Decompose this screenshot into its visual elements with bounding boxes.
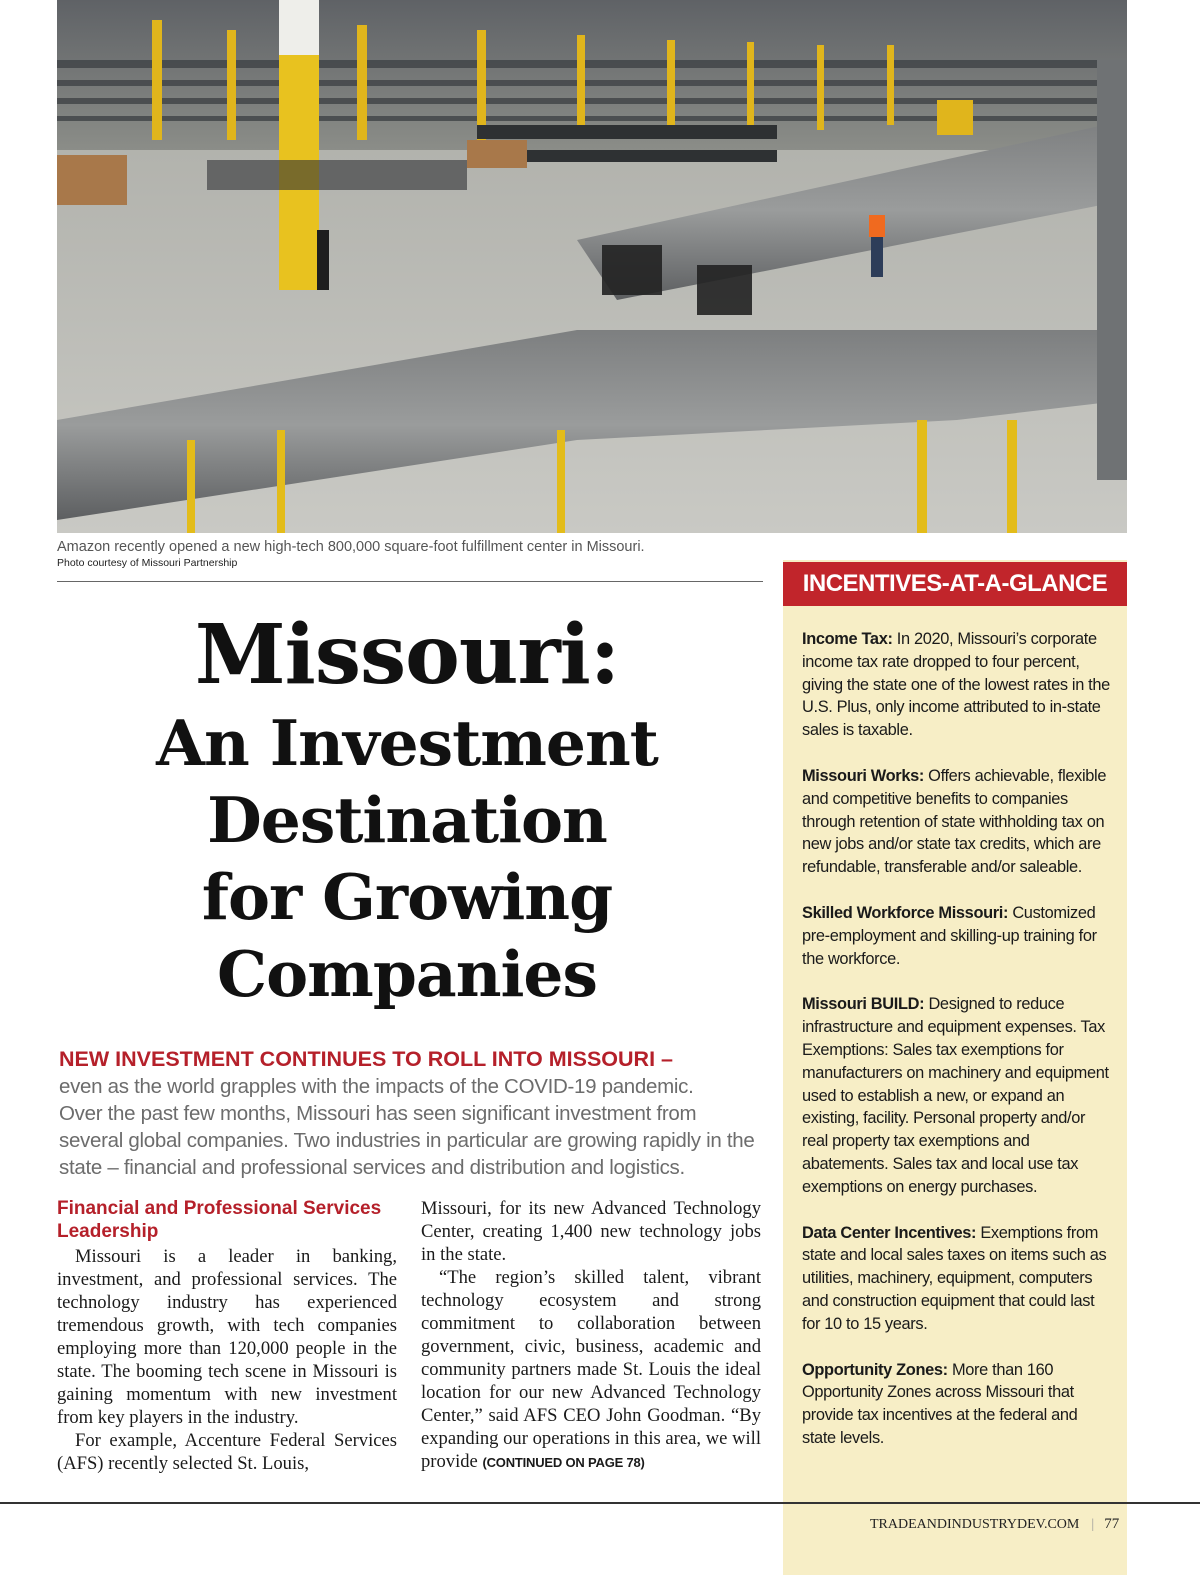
- body-paragraph: Missouri is a leader in banking, investment, and professional services. The technology industry has experienced tremendous growth, with tech companies employing more than 120,000 people in the state. The booming tech scene in Missouri is gaining momentum with new investment from key players in the industry.: [57, 1246, 397, 1428]
- incentive-item: [802, 993, 1112, 1198]
- caption-divider: [57, 581, 763, 582]
- headline-line-5: Companies: [217, 937, 597, 1011]
- article-deck: [59, 1045, 764, 1181]
- incentive-item: [802, 1359, 1112, 1450]
- headline-line-1: Missouri:: [194, 607, 620, 703]
- incentive-item: [802, 628, 1112, 742]
- photo-credit: Photo courtesy of Missouri Partnership: [57, 557, 238, 569]
- warehouse-photo: [57, 0, 1127, 533]
- incentive-item: [802, 1222, 1112, 1336]
- article-headline: [57, 605, 757, 1013]
- deck-subtitle: even as the world grapples with the impacts of the COVID-19 pandemic.: [59, 1075, 694, 1098]
- body-column-2: [421, 1197, 761, 1474]
- incentive-item: [802, 765, 1112, 879]
- caption-text: Amazon recently opened a new high-tech 800,000 square-foot fulfillment center in Missouri.: [57, 539, 645, 555]
- incentives-list: [802, 628, 1112, 1473]
- deck-summary: Over the past few months, Missouri has seen significant investment from several global companies. Two industries in particular are growing rapidly in the state – financial and professional services and distribution and logistics.: [59, 1102, 755, 1179]
- footer-site-link[interactable]: TRADEANDINDUSTRYDEV.COM: [870, 1517, 1080, 1532]
- continued-on-page-link[interactable]: (CONTINUED ON PAGE 78): [482, 1455, 645, 1470]
- incentive-label: Opportunity Zones:: [802, 1360, 948, 1379]
- incentive-text: Customized pre-employment and skilling-up training for the workforce.: [802, 903, 1097, 968]
- incentive-label: Skilled Workforce Missouri:: [802, 903, 1009, 922]
- footer-separator: |: [1091, 1517, 1095, 1532]
- section-heading: Financial and Professional Services Leadership: [57, 1198, 382, 1242]
- body-paragraph: Missouri, for its new Advanced Technology Center, creating 1,400 new technology jobs in the state.: [421, 1198, 761, 1265]
- body-paragraph: [421, 1266, 761, 1474]
- warehouse-illustration: [57, 0, 1127, 533]
- incentive-text: Exemptions from state and local sales taxes on items such as utilities, machinery, equipment, computers and construction equipment that could last for 10 to 15 years.: [802, 1223, 1107, 1333]
- incentive-text: Designed to reduce infrastructure and equipment expenses. Tax Exemptions: Sales tax exemptions for manufacturers on machinery and equipment used to establish a new, or expand an existing, facility. Personal property and/or real property tax exemptions and abatements. Sales tax and local use tax exemptions on energy purchases.: [802, 995, 1109, 1196]
- headline-line-3: Destination: [207, 783, 607, 857]
- photo-caption: [57, 539, 757, 570]
- body-paragraph: For example, Accenture Federal Services (AFS) recently selected St. Louis,: [57, 1430, 397, 1474]
- incentive-label: Missouri BUILD:: [802, 995, 925, 1014]
- incentive-label: Income Tax:: [802, 630, 893, 648]
- incentive-text: More than 160 Opportunity Zones across Missouri that provide tax incentives at the federal and state levels.: [802, 1360, 1078, 1447]
- page-footer: [870, 1516, 1119, 1533]
- body-column-1: [57, 1197, 397, 1475]
- incentive-label: Data Center Incentives:: [802, 1223, 977, 1242]
- body-paragraph-text: “The region’s skilled talent, vibrant technology ecosystem and strong commitment to collaboration between government, civic, business, academic and community partners made St. Louis the ideal location for our new Advanced Technology Center,” said AFS CEO John Goodman. “By expanding our operations in this area, we will provide: [421, 1267, 761, 1472]
- incentive-label: Missouri Works:: [802, 766, 924, 785]
- incentive-text: Offers achievable, flexible and competitive benefits to companies through retention of state withholding tax on new jobs and/or state tax credits, which are refundable, transferable and/or saleable.: [802, 766, 1107, 877]
- incentives-sidebar: [783, 560, 1127, 1575]
- page-number: 77: [1104, 1516, 1120, 1532]
- incentive-item: [802, 902, 1112, 970]
- sidebar-banner: INCENTIVES-AT-A-GLANCE: [783, 562, 1127, 606]
- incentive-text: In 2020, Missouri’s corporate income tax rate dropped to four percent, giving the state one of the lowest rates in the U.S. Plus, only income attributed to in-state sales is taxable.: [802, 630, 1110, 740]
- headline-line-4: for Growing: [201, 860, 613, 934]
- deck-lead: NEW INVESTMENT CONTINUES TO ROLL INTO MISSOURI –: [59, 1047, 673, 1071]
- headline-line-2: An Investment: [156, 706, 658, 780]
- footer-divider: [0, 1502, 1200, 1504]
